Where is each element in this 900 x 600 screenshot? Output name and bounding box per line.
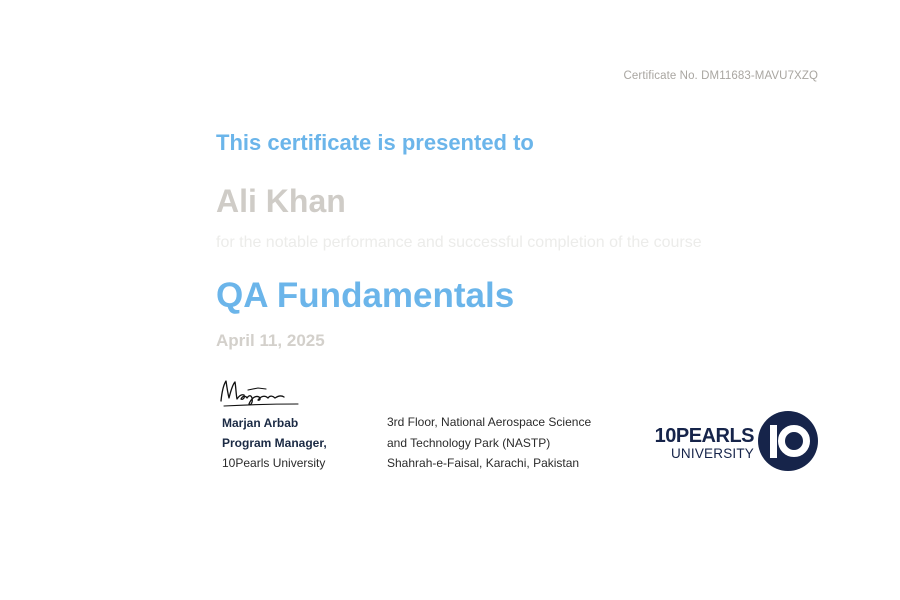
signer-organization: 10Pearls University	[222, 456, 326, 470]
signer-name: Marjan Arbab	[222, 416, 299, 430]
issue-date: April 11, 2025	[216, 331, 325, 350]
presented-to-heading: This certificate is presented to	[216, 130, 534, 155]
recipient-name: Ali Khan	[216, 183, 346, 219]
address-line-3: Shahrah-e-Faisal, Karachi, Pakistan	[387, 456, 580, 470]
course-title: QA Fundamentals	[216, 276, 515, 315]
logo-line-1: 10PEARLS	[654, 425, 754, 447]
address-block	[387, 412, 591, 474]
certificate-number: Certificate No. DM11683-MAVU7XZQ	[623, 70, 818, 82]
logo-wordmark	[642, 426, 754, 461]
10-circle-logo-icon	[757, 410, 819, 472]
signature-icon	[218, 376, 302, 410]
signer-block	[222, 413, 327, 473]
address-line-2: and Technology Park (NASTP)	[387, 435, 551, 450]
address-line-1: 3rd Floor, National Aerospace Science	[387, 415, 592, 429]
completion-description: for the notable performance and successful completion of the course	[216, 234, 702, 251]
logo-line-2: UNIVERSITY	[670, 446, 754, 461]
signer-title: Program Manager,	[222, 436, 327, 450]
10pearls-university-logo	[642, 410, 820, 472]
